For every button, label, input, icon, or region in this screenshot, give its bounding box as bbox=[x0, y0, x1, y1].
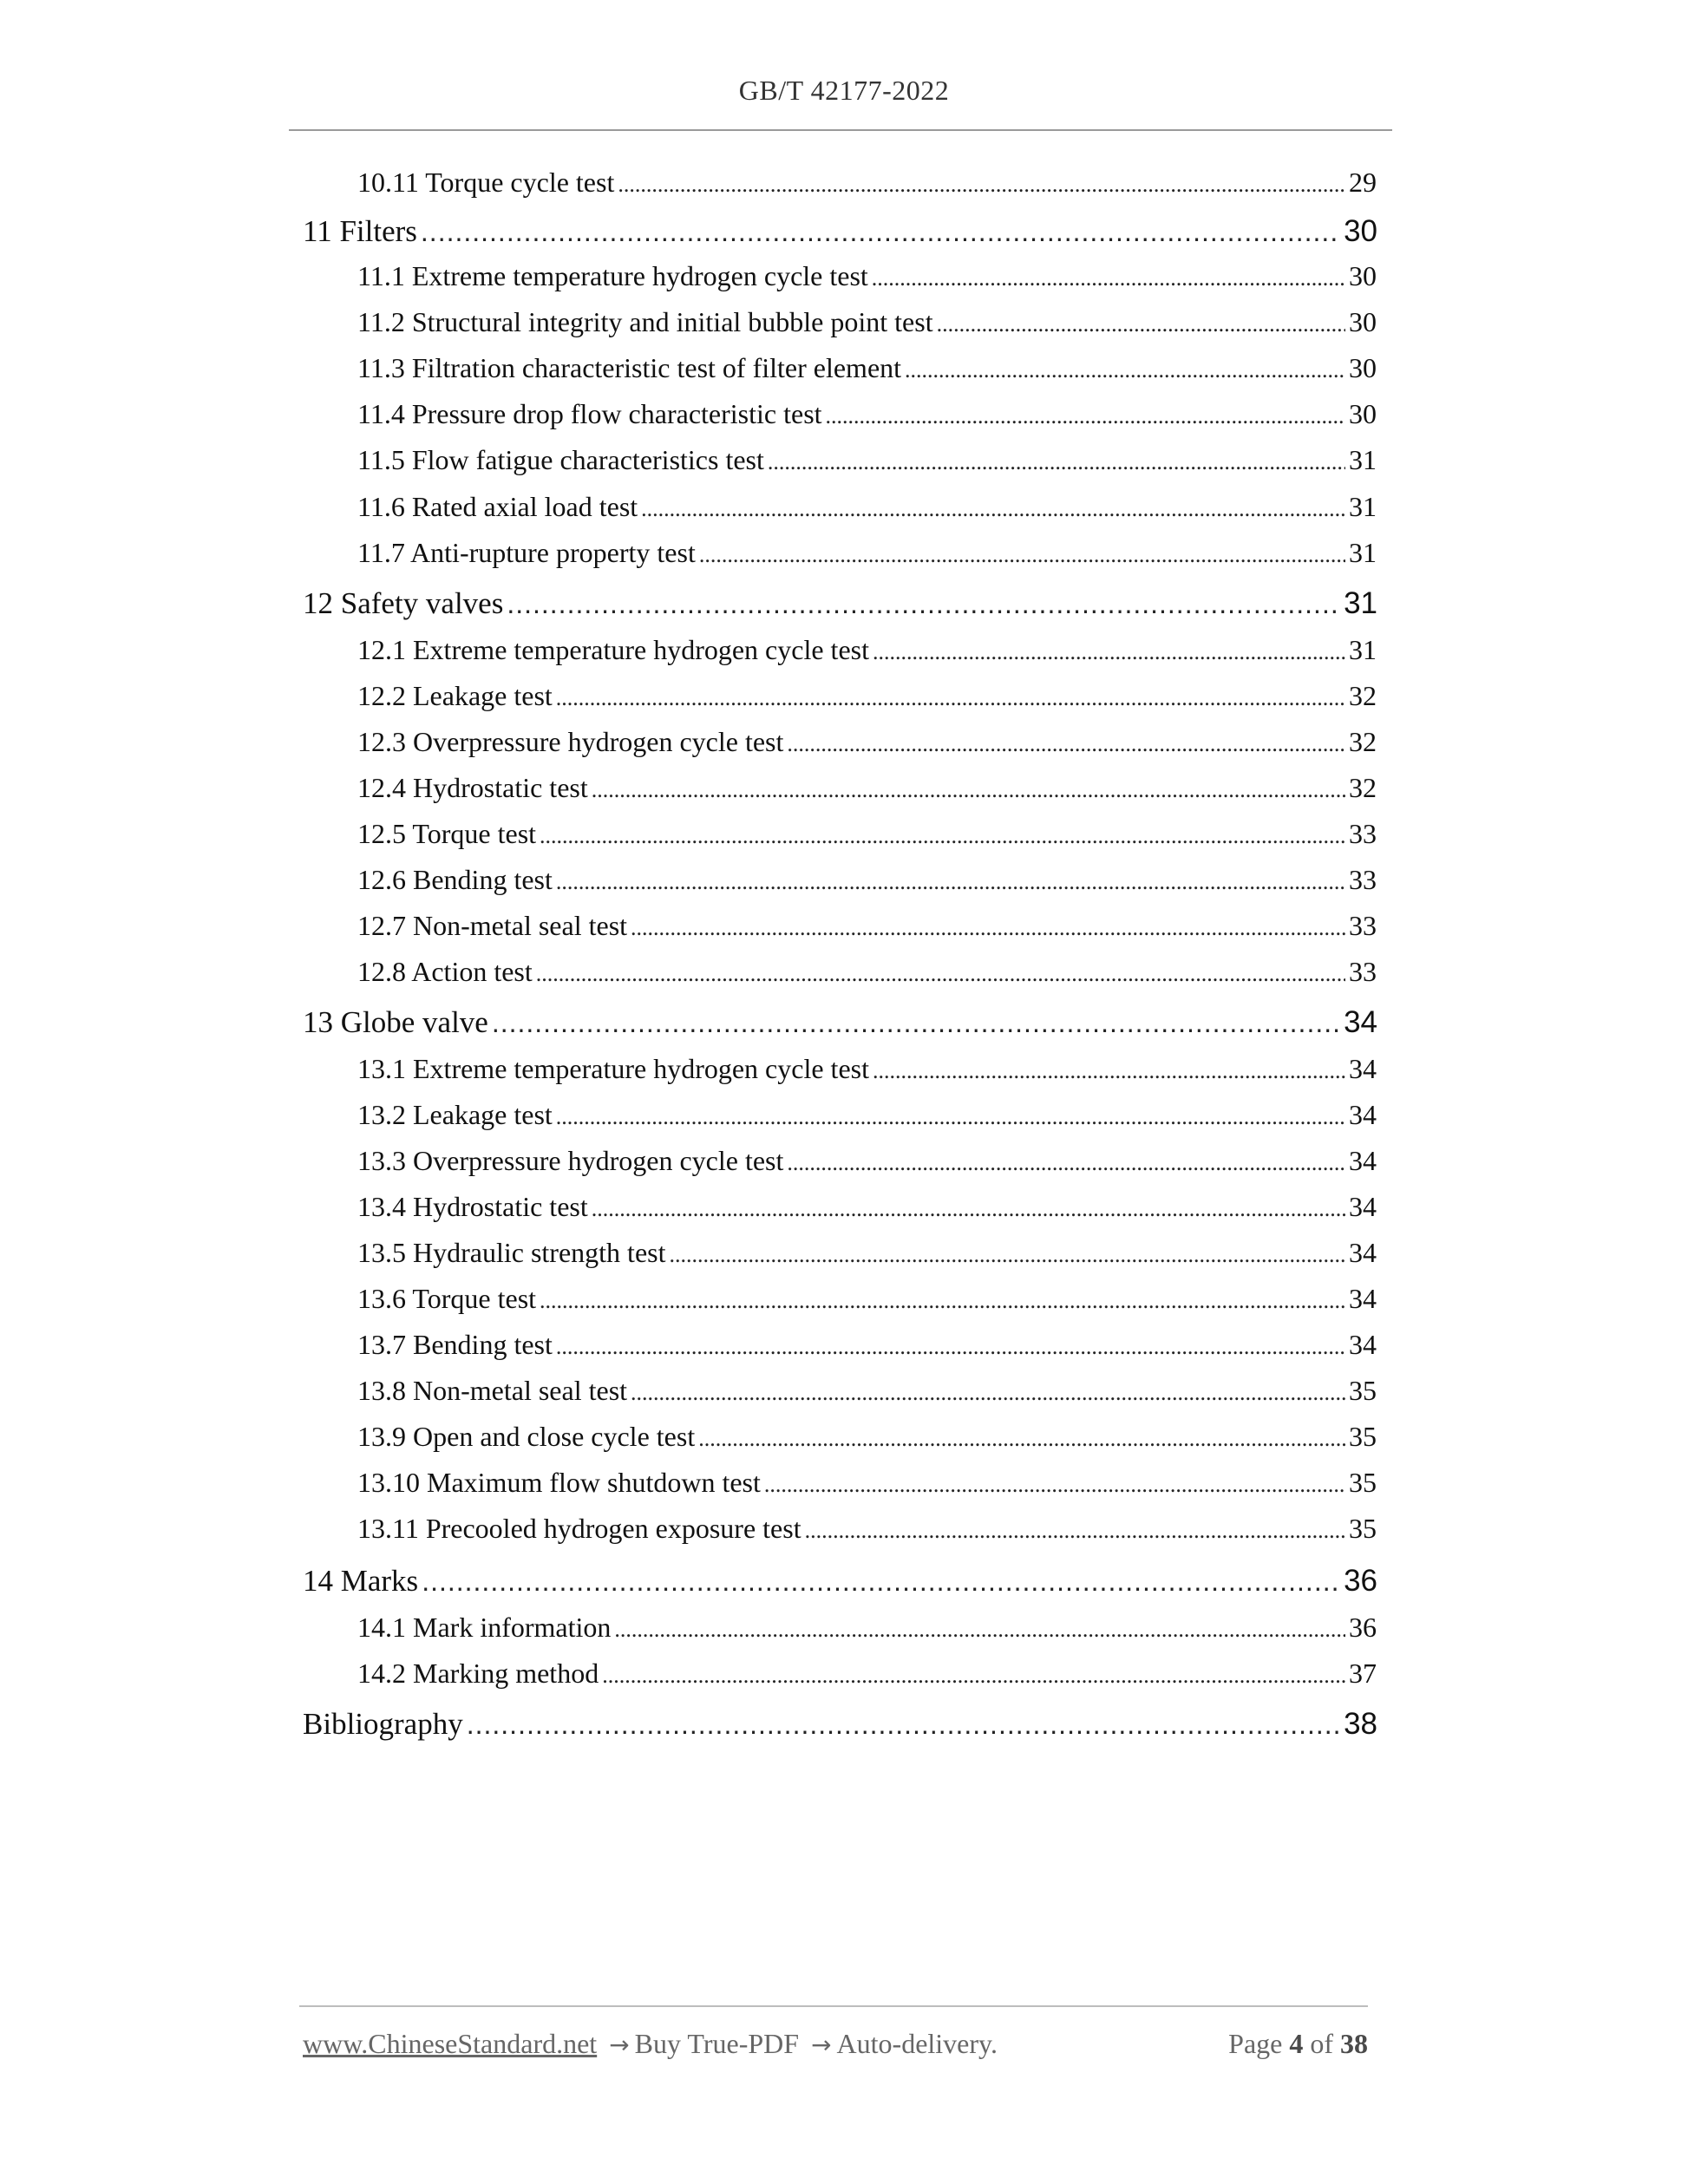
toc-page-number: 31 bbox=[1344, 586, 1377, 620]
toc-section-entry[interactable] bbox=[357, 352, 1377, 392]
toc-entry-title: 14 Marks bbox=[303, 1564, 419, 1598]
toc-section-entry[interactable] bbox=[357, 634, 1377, 674]
toc-chapter-entry[interactable] bbox=[303, 214, 1377, 258]
toc-page-number: 31 bbox=[1349, 444, 1377, 475]
toc-dot-leader bbox=[768, 444, 1345, 476]
toc-page-number: 32 bbox=[1349, 726, 1377, 757]
toc-entry-title: 12.4 Hydrostatic test bbox=[357, 772, 588, 803]
toc-dot-leader bbox=[805, 1513, 1345, 1545]
toc-dot-leader bbox=[556, 1099, 1345, 1131]
toc-page-number: 35 bbox=[1349, 1513, 1377, 1544]
toc-section-entry[interactable] bbox=[357, 167, 1377, 206]
toc-dot-leader bbox=[764, 1467, 1345, 1499]
toc-page-number: 29 bbox=[1349, 167, 1377, 198]
toc-page-number: 30 bbox=[1344, 214, 1377, 248]
toc-entry-title: 13.9 Open and close cycle test bbox=[357, 1421, 696, 1452]
toc-dot-leader bbox=[873, 1053, 1345, 1085]
toc-dot-leader bbox=[556, 864, 1345, 896]
toc-dot-leader bbox=[826, 398, 1345, 430]
toc-dot-leader bbox=[614, 1612, 1345, 1644]
toc-entry-title: 13.7 Bending test bbox=[357, 1329, 553, 1360]
toc-section-entry[interactable] bbox=[357, 1467, 1377, 1507]
toc-section-entry[interactable] bbox=[357, 491, 1377, 531]
toc-dot-leader bbox=[937, 306, 1345, 338]
toc-section-entry[interactable] bbox=[357, 1421, 1377, 1461]
toc-page-number: 33 bbox=[1349, 818, 1377, 849]
toc-dot-leader bbox=[507, 586, 1340, 621]
toc-entry-title: 13.11 Precooled hydrogen exposure test bbox=[357, 1513, 801, 1544]
toc-chapter-entry[interactable] bbox=[303, 1707, 1377, 1750]
toc-page-number: 36 bbox=[1349, 1612, 1377, 1643]
toc-chapter-entry[interactable] bbox=[303, 1564, 1377, 1607]
toc-entry-title: 13.8 Non-metal seal test bbox=[357, 1375, 628, 1406]
toc-dot-leader bbox=[872, 260, 1345, 292]
toc-section-entry[interactable] bbox=[357, 726, 1377, 766]
toc-dot-leader bbox=[492, 1005, 1340, 1040]
right-arrow-icon: → bbox=[609, 2030, 630, 2059]
toc-page-number: 38 bbox=[1344, 1707, 1377, 1741]
toc-section-entry[interactable] bbox=[357, 1513, 1377, 1553]
toc-page-number: 32 bbox=[1349, 772, 1377, 803]
toc-section-entry[interactable] bbox=[357, 1658, 1377, 1697]
toc-entry-title: 14.1 Mark information bbox=[357, 1612, 612, 1643]
toc-entry-title: 12.1 Extreme temperature hydrogen cycle test bbox=[357, 634, 869, 665]
toc-entry-title: 12.5 Torque test bbox=[357, 818, 537, 849]
toc-dot-leader bbox=[905, 352, 1345, 384]
toc-page-number: 31 bbox=[1349, 634, 1377, 665]
page-indicator bbox=[1228, 2028, 1368, 2060]
toc-entry-title: 11.5 Flow fatigue characteristics test bbox=[357, 444, 764, 475]
toc-dot-leader bbox=[618, 167, 1345, 199]
toc-dot-leader bbox=[641, 491, 1345, 523]
toc-page-number: 34 bbox=[1349, 1191, 1377, 1222]
toc-dot-leader bbox=[556, 1329, 1345, 1361]
right-arrow-icon: → bbox=[811, 2030, 832, 2059]
toc-dot-leader bbox=[540, 818, 1345, 850]
toc-dot-leader bbox=[669, 1237, 1345, 1269]
buy-true-pdf-text: Buy True-PDF bbox=[634, 2028, 800, 2059]
toc-dot-leader bbox=[422, 1564, 1340, 1599]
toc-dot-leader bbox=[421, 214, 1340, 249]
toc-section-entry[interactable] bbox=[357, 1145, 1377, 1185]
toc-page-number: 34 bbox=[1349, 1283, 1377, 1314]
current-page-number: 4 bbox=[1289, 2028, 1304, 2059]
toc-dot-leader bbox=[556, 680, 1345, 712]
toc-page-number: 35 bbox=[1349, 1375, 1377, 1406]
toc-section-entry[interactable] bbox=[357, 1375, 1377, 1415]
total-pages-number: 38 bbox=[1340, 2028, 1368, 2059]
toc-page-number: 30 bbox=[1349, 306, 1377, 337]
toc-section-entry[interactable] bbox=[357, 864, 1377, 904]
toc-dot-leader bbox=[540, 1283, 1345, 1315]
toc-section-entry[interactable] bbox=[357, 1099, 1377, 1139]
toc-dot-leader bbox=[787, 726, 1345, 758]
toc-entry-title: 13.3 Overpressure hydrogen cycle test bbox=[357, 1145, 784, 1176]
toc-dot-leader bbox=[467, 1707, 1340, 1742]
toc-page-number: 34 bbox=[1349, 1099, 1377, 1130]
toc-page-number: 33 bbox=[1349, 956, 1377, 987]
toc-section-entry[interactable] bbox=[357, 444, 1377, 484]
document-code-header: GB/T 42177-2022 bbox=[738, 75, 950, 106]
toc-section-entry[interactable] bbox=[357, 1237, 1377, 1277]
toc-entry-title: 11.2 Structural integrity and initial bubble point test bbox=[357, 306, 933, 337]
toc-page-number: 37 bbox=[1349, 1658, 1377, 1689]
toc-section-entry[interactable] bbox=[357, 1329, 1377, 1369]
toc-entry-title: 13.4 Hydrostatic test bbox=[357, 1191, 588, 1222]
toc-entry-title: Bibliography bbox=[303, 1707, 463, 1741]
toc-page-number: 33 bbox=[1349, 864, 1377, 895]
toc-page-number: 31 bbox=[1349, 537, 1377, 568]
toc-page-number: 34 bbox=[1344, 1005, 1377, 1039]
toc-dot-leader bbox=[787, 1145, 1345, 1177]
toc-entry-title: 11.3 Filtration characteristic test of filter element bbox=[357, 352, 902, 383]
toc-dot-leader bbox=[631, 1375, 1345, 1407]
toc-section-entry[interactable] bbox=[357, 306, 1377, 346]
toc-entry-title: 11.6 Rated axial load test bbox=[357, 491, 638, 522]
website-link[interactable]: www.ChineseStandard.net bbox=[303, 2028, 598, 2059]
toc-entry-title: 14.2 Marking method bbox=[357, 1658, 599, 1689]
toc-page-number: 34 bbox=[1349, 1237, 1377, 1268]
toc-section-entry[interactable] bbox=[357, 1612, 1377, 1651]
toc-page-number: 34 bbox=[1349, 1053, 1377, 1084]
toc-section-entry[interactable] bbox=[357, 910, 1377, 950]
toc-entry-title: 13.6 Torque test bbox=[357, 1283, 537, 1314]
toc-dot-leader bbox=[602, 1658, 1345, 1690]
toc-section-entry[interactable] bbox=[357, 537, 1377, 577]
toc-section-entry[interactable] bbox=[357, 1283, 1377, 1323]
toc-entry-title: 11.7 Anti-rupture property test bbox=[357, 537, 696, 568]
footer-divider bbox=[299, 2005, 1368, 2007]
toc-dot-leader bbox=[698, 1421, 1345, 1453]
of-word: of bbox=[1310, 2028, 1333, 2059]
toc-entry-title: 11 Filters bbox=[303, 214, 417, 248]
toc-entry-title: 11.4 Pressure drop flow characteristic test bbox=[357, 398, 822, 429]
toc-page-number: 31 bbox=[1349, 491, 1377, 522]
toc-section-entry[interactable] bbox=[357, 680, 1377, 720]
toc-dot-leader bbox=[536, 956, 1345, 988]
toc-entry-title: 12.6 Bending test bbox=[357, 864, 553, 895]
toc-chapter-entry[interactable] bbox=[303, 1005, 1377, 1049]
page-footer bbox=[303, 2028, 1368, 2060]
toc-entry-title: 12.2 Leakage test bbox=[357, 680, 553, 711]
toc-section-entry[interactable] bbox=[357, 398, 1377, 438]
toc-page-number: 30 bbox=[1349, 398, 1377, 429]
toc-entry-title: 12.7 Non-metal seal test bbox=[357, 910, 628, 941]
toc-entry-title: 10.11 Torque cycle test bbox=[357, 167, 615, 198]
toc-entry-title: 11.1 Extreme temperature hydrogen cycle test bbox=[357, 260, 868, 291]
toc-section-entry[interactable] bbox=[357, 1053, 1377, 1093]
toc-section-entry[interactable] bbox=[357, 772, 1377, 812]
toc-page-number: 34 bbox=[1349, 1329, 1377, 1360]
toc-section-entry[interactable] bbox=[357, 818, 1377, 858]
toc-dot-leader bbox=[592, 772, 1345, 804]
toc-page-number: 32 bbox=[1349, 680, 1377, 711]
toc-section-entry[interactable] bbox=[357, 1191, 1377, 1231]
toc-page-number: 35 bbox=[1349, 1421, 1377, 1452]
page-word: Page bbox=[1228, 2028, 1283, 2059]
toc-dot-leader bbox=[631, 910, 1345, 942]
toc-entry-title: 13 Globe valve bbox=[303, 1005, 488, 1039]
toc-page-number: 33 bbox=[1349, 910, 1377, 941]
toc-entry-title: 13.10 Maximum flow shutdown test bbox=[357, 1467, 761, 1498]
toc-page-number: 30 bbox=[1349, 260, 1377, 291]
toc-entry-title: 12 Safety valves bbox=[303, 586, 504, 620]
toc-entry-title: 13.1 Extreme temperature hydrogen cycle test bbox=[357, 1053, 869, 1084]
toc-section-entry[interactable] bbox=[357, 260, 1377, 300]
toc-page-number: 30 bbox=[1349, 352, 1377, 383]
toc-entry-title: 13.5 Hydraulic strength test bbox=[357, 1237, 666, 1268]
toc-dot-leader bbox=[592, 1191, 1345, 1223]
toc-section-entry[interactable] bbox=[357, 956, 1377, 996]
toc-dot-leader bbox=[699, 537, 1345, 569]
toc-entry-title: 12.8 Action test bbox=[357, 956, 533, 987]
toc-entry-title: 12.3 Overpressure hydrogen cycle test bbox=[357, 726, 784, 757]
toc-page-number: 36 bbox=[1344, 1564, 1377, 1598]
toc-page-number: 35 bbox=[1349, 1467, 1377, 1498]
toc-entry-title: 13.2 Leakage test bbox=[357, 1099, 553, 1130]
toc-page-number: 34 bbox=[1349, 1145, 1377, 1176]
auto-delivery-text: Auto-delivery. bbox=[836, 2028, 998, 2059]
footer-promo bbox=[303, 2028, 998, 2060]
toc-chapter-entry[interactable] bbox=[303, 586, 1377, 630]
toc-dot-leader bbox=[873, 634, 1345, 666]
